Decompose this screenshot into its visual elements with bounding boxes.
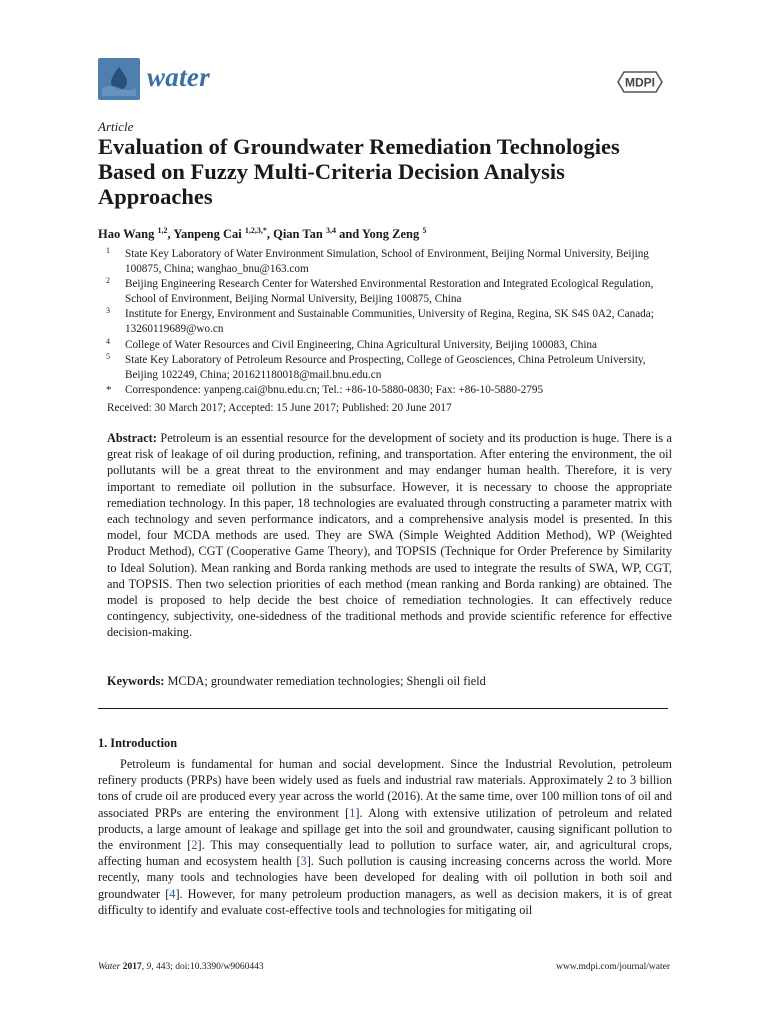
citation-link[interactable]: 4 <box>169 886 176 901</box>
author-name: Qian Tan <box>273 227 326 242</box>
affiliation-mark: * <box>106 384 112 397</box>
author-name: Yanpeng Cai <box>173 227 245 242</box>
introduction-paragraph: Petroleum is fundamental for human and social development. Since the Industrial Revolution, petroleum refinery products (PRPs) have been widely used as fuels and industrial raw materials. Approximately 2 to 3 billion tons of crude oil are produced every year across the world (2016). At the same time, over 100 million tons of oil and associated PRPs are entering the environment [1]. Along with extensive utilization of petroleum and related products, a large amount of leakage and spillage get into the soil and groundwater, causing significant pollution to the environment [2]. This may consequentially lead to pollution to surface water, air, and agricultural crops, affecting human and ecosystem health [3]. Such pollution is causing increasing concerns across the world. More recently, many tools and technologies have been developed for dealing with oil pollution in both soil and groundwater [4]. However, for many petroleum production managers, as well as decision makers, it is of great difficulty to identify and evaluate cost-effective tools and technologies for mitigating oil <box>98 757 672 917</box>
author-affiliation-mark: 1,2,3,* <box>244 226 267 235</box>
author-name: Yong Zeng <box>361 227 423 242</box>
abstract-text: Petroleum is an essential resource for the development of society and its production is huge. There is a great risk of leakage of oil during production, refining, and transportation. After entering the environment, the oil pollutants will be a great threat to the environment and may endanger human health. Therefore, it is very important to remediate oil pollution in the subsurface. However, it is necessary to choose the appropriate remediation technology. In this paper, 18 technologies are evaluated through constructing a parameter matrix with each technology and seven performance indicators, and a comprehensive analysis model is presented. In this model, four MCDA methods are used. They are SWA (Simple Weighted Addition Method), WP (Weighted Product Method), CGT (Cooperative Game Theory), and TOPSIS (Technique for Order Preference by Similarity to Ideal Solution). Mean ranking and Borda ranking methods are used to integrate the results of SWA, WP, CGT, and TOPSIS. Then two selection priorities of each method (mean ranking and Borda ranking) are obtained. The model is proposed to help decide the best choice of remediation technologies. It can effectively reduce contingency, subjectivity, one-sidedness of the traditional methods and provide scientific reference for effective decision-making. <box>107 431 672 640</box>
citation-link[interactable]: 3 <box>300 854 307 869</box>
affiliation-text: State Key Laboratory of Petroleum Resource and Prospecting, College of Geosciences, China Petroleum University, Beijing 102249, China; 201621180018@mail.bnu.edu.cn <box>125 353 646 381</box>
author-affiliation-mark: 1,2 <box>157 226 168 235</box>
author-affiliation-mark: 3,4 <box>325 226 336 235</box>
footer-citation: Water 2017, 9, 443; doi:10.3390/w9060443 <box>98 962 264 972</box>
footer-journal: Water <box>98 962 121 972</box>
citation-link[interactable]: 2 <box>191 838 198 853</box>
affiliation-text: Correspondence: yanpeng.cai@bnu.edu.cn; Tel.: +86-10-5880-0830; Fax: +86-10-5880-2795 <box>125 384 544 397</box>
affiliation-mark: 5 <box>106 351 110 361</box>
keywords <box>107 674 672 689</box>
author-name: Hao Wang <box>98 227 158 242</box>
affiliation-item <box>100 353 680 383</box>
affiliation-item <box>100 277 680 307</box>
keywords-label: Keywords: <box>107 674 165 688</box>
section-heading-introduction: 1. Introduction <box>98 736 178 750</box>
affiliation-item <box>100 338 680 353</box>
affiliation-mark: 3 <box>106 306 110 316</box>
abstract-label: Abstract: <box>107 431 157 445</box>
mdpi-logo-icon <box>612 68 668 96</box>
citation-link[interactable]: 1 <box>349 805 356 820</box>
affiliation-mark: 1 <box>106 246 110 255</box>
footer-pages: , 443; doi:10.3390/w9060443 <box>151 962 264 972</box>
affiliation-item <box>100 307 680 337</box>
affiliation-item <box>100 247 680 277</box>
footer-url[interactable]: www.mdpi.com/journal/water <box>556 962 670 972</box>
affiliation-list <box>100 247 680 399</box>
affiliation-text: Beijing Engineering Research Center for Watershed Environmental Restoration and Integrated Ecological Regulation, School of Environment, Beijing Normal University, Beijing 100875, China <box>125 278 654 305</box>
footer-year: 2017 <box>122 962 142 972</box>
paper-title: Evaluation of Groundwater Remediation Technologies Based on Fuzzy Multi-Criteria Decision Analysis Approaches <box>98 134 620 209</box>
footer-volume: 9 <box>146 962 152 972</box>
author-list: Hao Wang $^{1,2}$, Yanpeng Cai $^{1,2,3,*}$, Qian Tan $^{3,4}$ and Yong Zeng $^5$ <box>98 226 427 242</box>
abstract <box>107 430 672 641</box>
affiliation-mark: 2 <box>106 276 110 286</box>
svg-text:MDPI: MDPI <box>625 75 655 90</box>
keywords-text: MCDA; groundwater remediation technologies; Shengli oil field <box>167 674 486 688</box>
affiliation-item <box>100 383 680 398</box>
affiliation-text: State Key Laboratory of Water Environment Simulation, School of Environment, Beijing Normal University, Beijing 100875, China; wanghao_bnu@163.com <box>125 248 649 275</box>
article-type: Article <box>98 119 134 134</box>
publication-dates: Received: 30 March 2017; Accepted: 15 June 2017; Published: 20 June 2017 <box>107 402 452 414</box>
affiliation-text: Institute for Energy, Environment and Sustainable Communities, University of Regina, Regina, SK S4S 0A2, Canada; 13260119689@wo.cn <box>125 308 654 336</box>
author-affiliation-mark: 5 <box>422 226 427 235</box>
affiliation-text: College of Water Resources and Civil Engineering, China Agricultural University, Beijing 100083, China <box>125 338 597 351</box>
affiliation-mark: 4 <box>106 336 110 346</box>
journal-logo-icon <box>98 58 140 100</box>
section-divider <box>98 708 668 709</box>
journal-name: water <box>147 62 211 92</box>
